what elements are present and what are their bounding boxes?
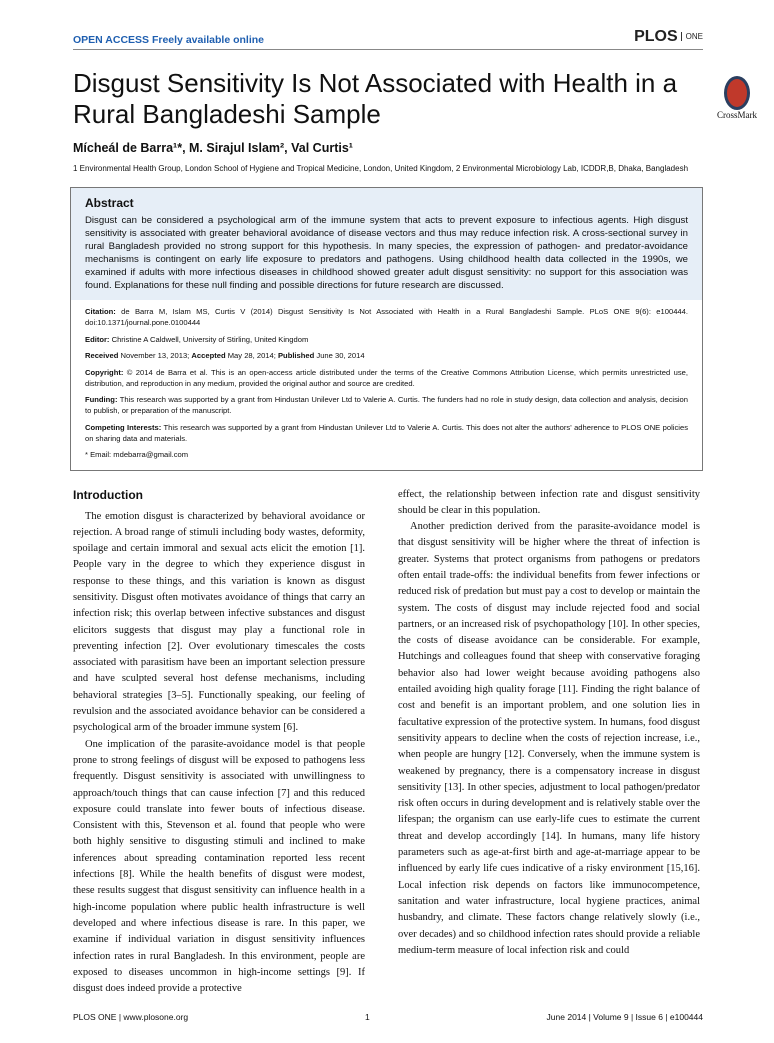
journal-header [73,28,703,50]
crossmark-button[interactable] [711,76,763,120]
abstract-section [71,188,702,300]
paragraph: One implication of the parasite-avoidance model is that people prone to strong feelings of disgust will be exposed to pathogens less frequently. Disgust sensitivity is associated with unwillingness to approach/touch things that can cause infection [7] and this reduced exposure could translate into fewer bouts of infectious disease. Consistent with this, Stevenson et al. found that people who were both highly sensitive to disgusting stimuli and inclined to make inferences about spreading contamination reported less recent infections [8]. While the health benefits of disgust were modest, these results suggest that disgust sensitivity can influence health in a high-income population where public health infrastructure is well developed and where infectious disease is rare. In this paper, we examine if individual variation in disgust sensitivity influences infection rates in rural Bangladesh. In this environment, people are exposed to diseases uncommon in high-income settings [9]. If disgust does indeed provide a protective [73,738,365,995]
paragraph: effect, the relationship between infection rate and disgust sensitivity should be clear in this population. [398,488,700,516]
copyright: Copyright: © 2014 de Barra et al. This is an open-access article distributed under the terms of the Creative Commons Attribution License, which permits unrestricted use, distribution, and reproduction in any medium, provided the original author and source are credited. [85,367,688,388]
abstract-heading: Abstract [85,196,134,210]
funding: Funding: This research was supported by a grant from Hindustan Unilever Ltd to Valerie A. Curtis. The funders had no role in study design, data collection and analysis, decision to publish, or preparation of the manuscript. [85,395,688,415]
journal-sub: ONE [681,32,703,41]
page-number: 1 [364,1012,370,1023]
section-heading: Introduction [73,487,143,502]
page-footer [73,997,703,1023]
paragraph: The emotion disgust is characterized by behavioral avoidance or rejection. A broad range of stimuli including body wastes, deformity, spoilage and certain immoral and sexual acts elicit the emotion [1]. People vary in the degree to which they experience disgust in response to these things, and this variation is known as disgust sensitivity. Disgust often motivates avoidance of things that carry an infection risk; this overlap between infective substances and disgust elicitors suggests that disgust may play a functional role in preventing infection [2]. Over evolutionary timescales the costs associated with parasitism have been an important selection pressure and have sculpted several host defense mechanisms, including behavioral strategies [3–5]. Functionally speaking, our feeling of revulsion and the associated avoidance behavior can be considered a psychological arm of the broader immune system [6]. [73,510,365,734]
paragraph: Another prediction derived from the parasite-avoidance model is that disgust sensitivity will be higher where the threat of infection is greater. Systems that protect organisms from pathogens or predators often entail trade-offs: the individual benefits from fewer infections or reduced risk of predation but must pay a cost to develop or maintain the system. The costs of disgust may include rejected food and social partners, or an increased risk of psychopathology [10]. In other species, the costs of disease avoidance can be considerable. For example, Hutchings and colleagues found that sheep with conservative foraging behavior also had lower weight because avoiding pathogens also entailed avoiding high quality forage [11]. Finding the right balance of cost and benefit is an important problem, and one solution lies in facultative expression of the protective system. In humans, food disgust sensitivity appears to decline when the costs of rejection increase, i.e., when people are hungry [12]. Conversely, when the immune system is weakened by pregnancy, there is a compensatory increase in disgust sensitivity [13]. In other species, adjustment to local pathogen/predator risk often occurs in during development and is relatively stable over the lifespan; the organism can use early-life cues to estimate the current threat and develop accordingly [14]. In humans, many life history parameters such as age-at-first birth and age-at-marriage appear to be influenced by early life cues indicative of a risky environment [15,16]. Local infection risk depends on factors like immunocompetence, sanitation and water infrastructure, local hygiene practices, animal husbandry, and climate. These factors change relatively slowly (i.e., over decades) and so childhood infection rates should provide a reliable medium-term measure of local infection risk and could [398,521,700,956]
abstract-box [70,187,703,471]
article-metadata [71,300,702,470]
competing-interests: Competing Interests: This research was supported by a grant from Hindustan Unilever Ltd to Valerie A. Curtis. This does not alter the authors' adherence to PLOS ONE policies on sharing data and materials. [85,422,688,443]
crossmark-icon [724,76,750,110]
authors: Mícheál de Barra¹*, M. Sirajul Islam², Val Curtis¹ [73,141,353,155]
editor: Editor: Christine A Caldwell, University of Stirling, United Kingdom [85,334,309,344]
footer-journal: PLOS ONE | www.plosone.org [73,1012,189,1023]
citation: Citation: de Barra M, Islam MS, Curtis V (2014) Disgust Sensitivity Is Not Associated with Health in a Rural Bangladeshi Sample. PLoS ONE 9(6): e100444. doi:10.1371/journal.pone.0100444 [85,307,688,327]
crossmark-label: CrossMark [717,110,757,120]
title-row [73,68,763,130]
journal-logo [634,28,703,46]
dates: Received November 13, 2013; Accepted May 28, 2014; Published June 30, 2014 [85,351,365,360]
journal-name: PLOS [634,28,678,45]
body-columns [73,487,700,998]
email-link[interactable]: * Email: mdebarra@gmail.com [85,450,189,459]
footer-issue: June 2014 | Volume 9 | Issue 6 | e100444 [546,1012,703,1023]
abstract-text: Disgust can be considered a psychological arm of the immune system that acts to prevent exposure to infectious agents. High disgust sensitivity is associated with greater behavioral avoidance of disease vectors and thus may reduce infection risk. A cross-sectional survey in rural Bangladesh provided no strong support for this hypothesis. In many species, the expression of pathogen- and predator-avoidance mechanisms is contingent on early life exposure to predators and pathogens. Using childhood health data collected in the 1990s, we examined if adults with more infectious diseases in childhood showed greater adult disgust sensitivity: no support for this association was found. Explanations for these null finding and possible directions for future research are discussed. [85,215,688,291]
article-title: Disgust Sensitivity Is Not Associated with Health in a Rural Bangladeshi Sample [73,68,678,129]
body-right-column [398,487,700,998]
affiliations: 1 Environmental Health Group, London School of Hygiene and Tropical Medicine, London, United Kingdom, 2 Environmental Microbiology Lab, ICDDR,B, Dhaka, Bangladesh [73,164,689,173]
open-access-label: OPEN ACCESS Freely available online [73,34,265,46]
body-left-column [73,487,365,998]
